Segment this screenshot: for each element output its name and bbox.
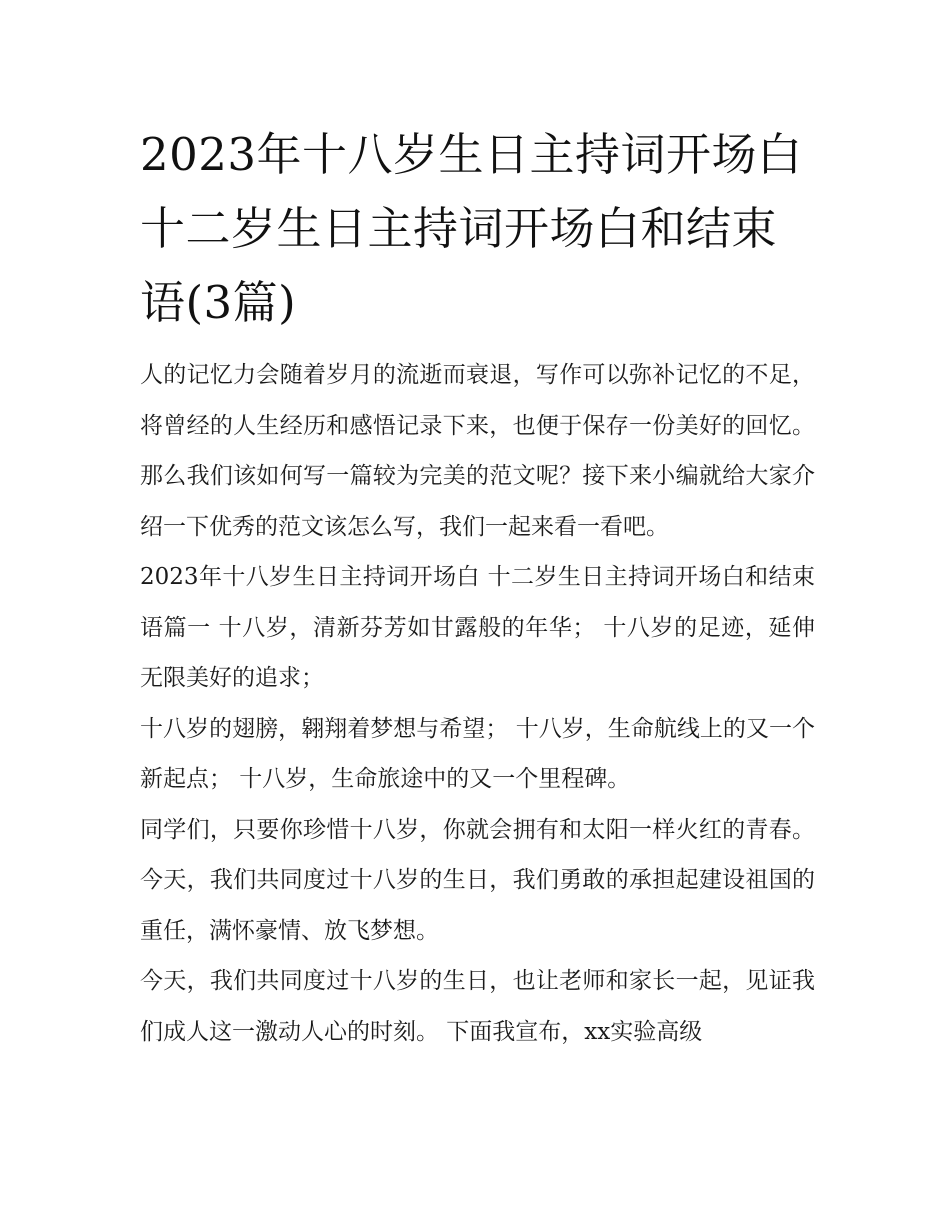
document-title: 2023年十八岁生日主持词开场白 十二岁生日主持词开场白和结束语(3篇) [140, 128, 803, 329]
paragraph-classmates: 同学们，只要你珍惜十八岁，你就会拥有和太阳一样火红的青春。 今天，我们共同度过十八岁的生日，我们勇敢的承担起建设祖国的重任，满怀豪情、放飞梦想。 [140, 816, 815, 944]
paragraph-opening: 2023年十八岁生日主持词开场白 十二岁生日主持词开场白和结束语篇一 十八岁，清新芬芳如甘露般的年华； 十八岁的足迹，延伸无限美好的追求； [140, 564, 815, 691]
paragraph-today: 今天，我们共同度过十八岁的生日，也让老师和家长一起，见证我们成人这一激动人心的时刻。 下面我宣布，xx实验高级 [140, 968, 815, 1045]
document-body [140, 118, 815, 1057]
paragraph-wings: 十八岁的翅膀，翱翔着梦想与希望； 十八岁，生命航线上的又一个新起点； 十八岁，生命旅途中的又一个里程碑。 [140, 715, 815, 792]
paragraph-intro: 人的记忆力会随着岁月的流逝而衰退，写作可以弥补记忆的不足，将曾经的人生经历和感悟记录下来，也便于保存一份美好的回忆。那么我们该如何写一篇较为完美的范文呢？接下来小编就给大家介绍一下优秀的范文该怎么写，我们一起来看一看吧。 [140, 362, 815, 540]
